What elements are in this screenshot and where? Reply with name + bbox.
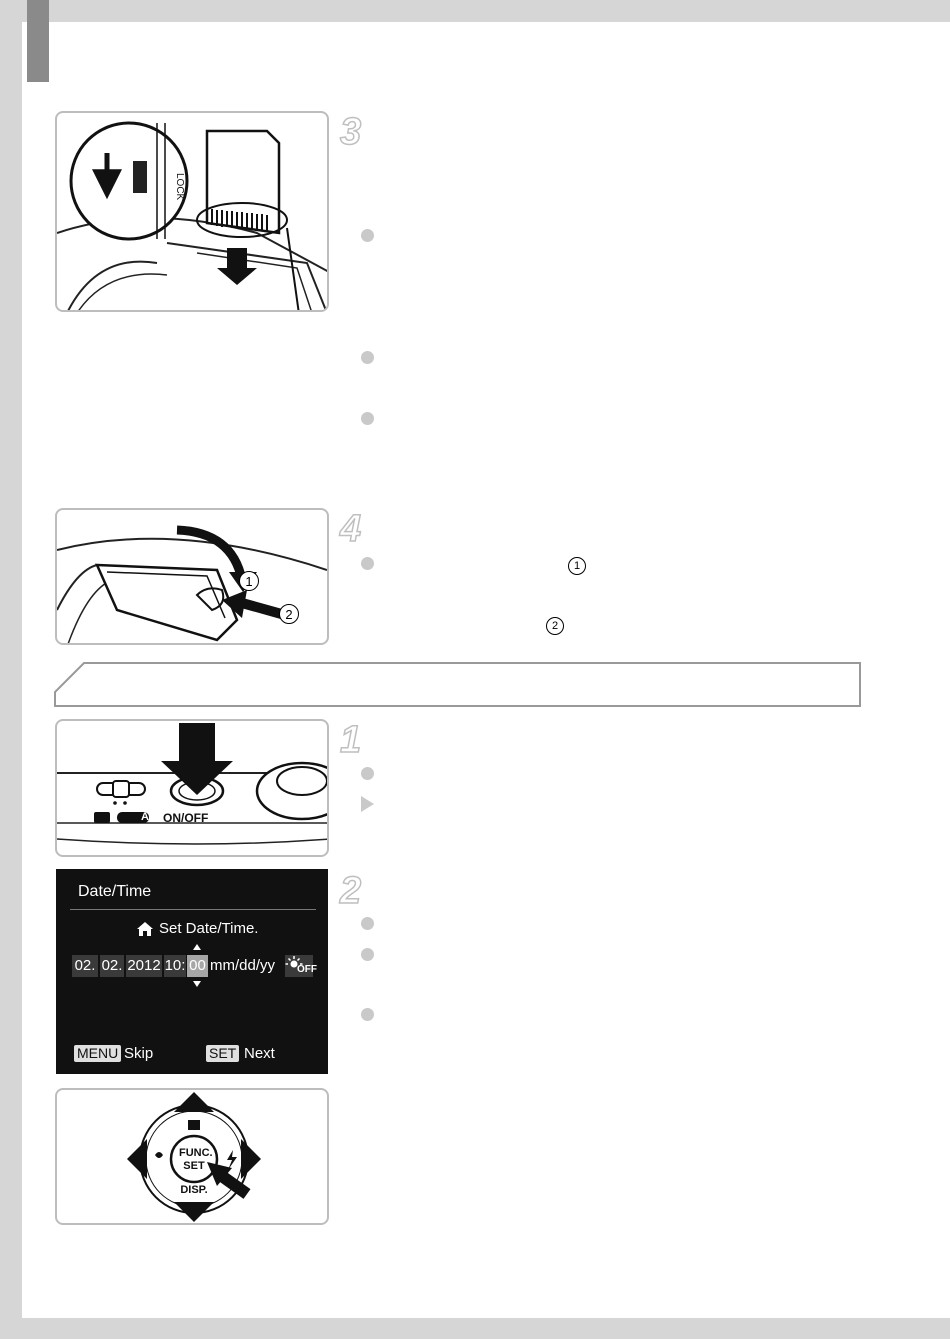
date-time-screen [56,869,328,1074]
disp-label: DISP. [180,1184,208,1196]
card-insert-figure [55,111,329,312]
bullet [361,412,374,425]
bullet [361,351,374,364]
skip-label: Skip [124,1045,154,1062]
cover-close-illustration [57,510,329,645]
home-icon [136,921,154,937]
step-number: 1 [340,719,362,761]
bullet [361,917,374,930]
left-margin-bar [0,0,22,1339]
power-button-figure [55,719,329,857]
bullet [361,948,374,961]
bullet [361,557,374,570]
daylight-saving-icon[interactable] [285,955,317,977]
step-number: 3 [340,111,362,153]
inline-callout-2: 2 [546,617,564,635]
screen-title: Date/Time [78,883,152,900]
result-arrow-icon [361,796,374,812]
set-label: SET [183,1160,205,1172]
date-format[interactable]: mm/dd/yy [210,957,276,974]
set-date-prompt: Set Date/Time. [159,920,259,937]
bottom-margin-bar [0,1318,950,1339]
menu-key[interactable]: MENU [74,1045,121,1062]
lock-label: LOCK [174,173,185,201]
time-field-hour[interactable]: 10: [164,955,186,977]
step-number: 4 [340,508,362,550]
date-field-month[interactable]: 02. [72,955,98,977]
power-label: ON/OFF [163,811,209,825]
func-label: FUNC. [179,1147,213,1159]
cover-close-figure [55,508,329,645]
callout-1: 1 [239,571,259,591]
bullet [361,229,374,242]
section-header [54,662,861,707]
bullet [361,1008,374,1021]
card-insert-illustration [57,113,329,312]
top-margin-bar [0,0,950,22]
date-field-year[interactable]: 2012 [126,955,162,977]
up-indicator-icon [192,943,202,951]
time-field-minute[interactable]: 00 [187,955,208,977]
control-dial-figure [55,1088,329,1225]
power-button-illustration [57,721,329,857]
callout-2: 2 [279,604,299,624]
title-rule [70,909,316,910]
inline-callout-1: 1 [568,557,586,575]
set-key[interactable]: SET [206,1045,239,1062]
mode-label: AUTO [141,811,172,823]
dst-label: OFF [297,964,317,975]
bullet [361,767,374,780]
step-number: 2 [340,870,362,912]
chapter-tab [27,0,49,82]
date-field-day[interactable]: 02. [100,955,124,977]
next-label: Next [244,1045,275,1062]
down-indicator-icon [192,980,202,988]
